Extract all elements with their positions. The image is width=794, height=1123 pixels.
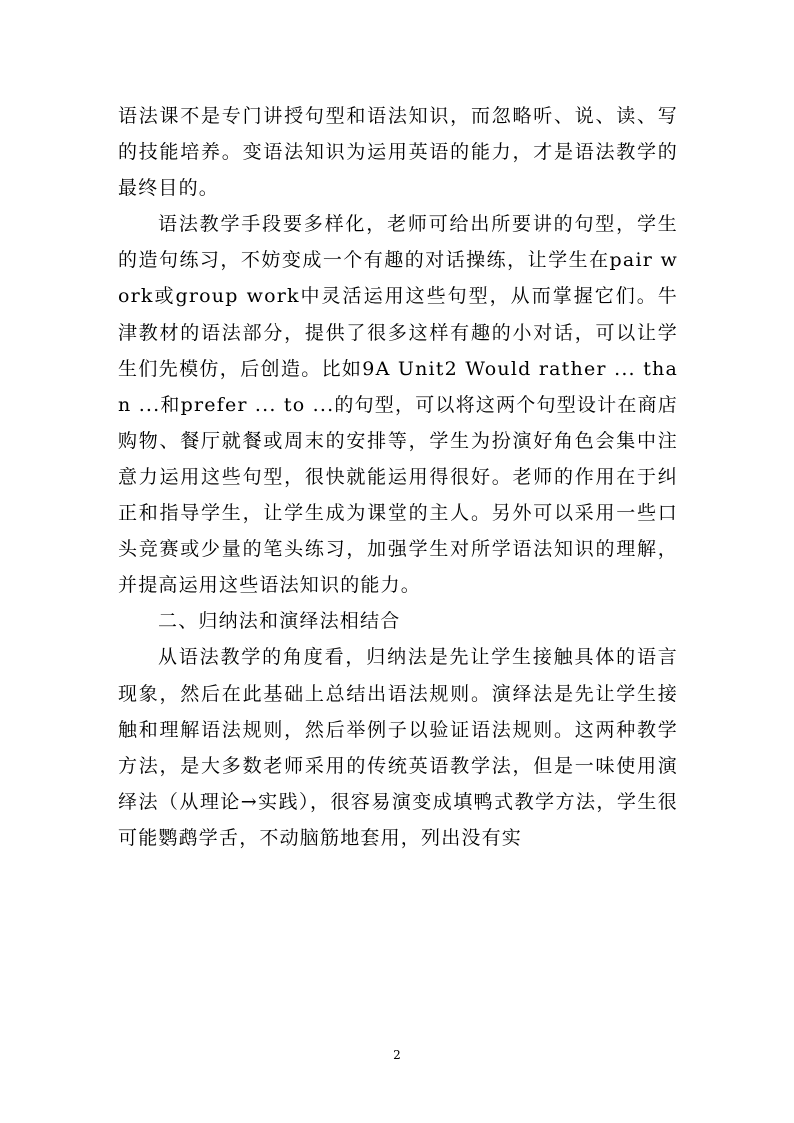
paragraph-3: 从语法教学的角度看，归纳法是先让学生接触具体的语言现象，然后在此基础上总结出语法规则。演绎法是先让学生接触和理解语法规则，然后举例子以验证语法规则。这两种教学方法，是大多数老师采用的传统英语教学法，但是一味使用演绎法（从理论→实践），很容易演变成填鸭式教学方法，学生很可能鹦鹉学舌，不动脑筋地套用，列出没有实 [118, 646, 678, 849]
document-page [118, 98, 678, 856]
paragraph-2: 语法教学手段要多样化，老师可给出所要讲的句型，学生的造句练习，不妨变成一个有趣的对话操练，让学生在pair work或group work中灵活运用这些句型，从而掌握它们。牛津教材的语法部分，提供了很多这样有趣的小对话，可以让学生们先模仿，后创造。比如9A Unit2 Would rather ... than ...和prefer ... to ...的句型，可以将这两个句型设计在商店购物、餐厅就餐或周末的安排等，学生为扮演好角色会集中注意力运用这些句型，很快就能运用得很好。老师的作用在于纠正和指导学生，让学生成为课堂的主人。另外可以采用一些口头竞赛或少量的笔头练习，加强学生对所学语法知识的理解，并提高运用这些语法知识的能力。 [118, 213, 678, 597]
section-heading: 二、归纳法和演绎法相结合 [158, 610, 401, 633]
page-number: 2 [393, 1048, 401, 1062]
paragraph-1: 语法课不是专门讲授句型和语法知识，而忽略听、说、读、写的技能培养。变语法知识为运用英语的能力，才是语法教学的最终目的。 [118, 105, 678, 200]
